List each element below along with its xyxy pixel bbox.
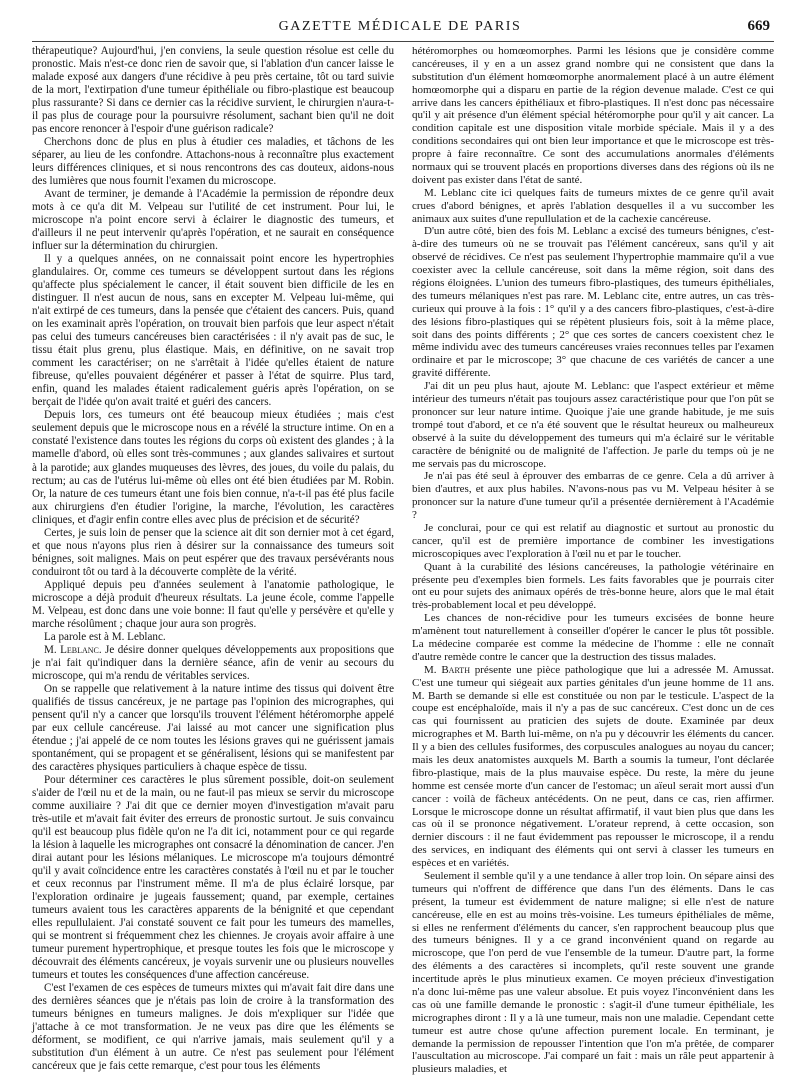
paragraph-text: Depuis lors, ces tumeurs ont été beaucoup mieux étudiées ; mais c'est seulement depuis que le microscope nous en a révélé la structure intime. On en a constaté l'existence dans toutes les régions du corps où existent des glandes ; à la mamelle d'abord, où elles sont très-communes ; aux glandes salivaires et surtout à la parotide; aux glandes muqueuses des lèvres, des joues, du voile du palais, du rectum; au cas de l'utérus lui-même où elles ont été bien étudiées par M. Robin. Or, la nature de ces tumeurs étant une fois bien connue, n'a-t-il pas été plus facile aux chirurgiens d'en étudier l'origine, la marche, l'évolution, les caractères cliniques, et d'agir enfin contre elles avec plus de précision et de sécurité? <box>32 409 394 526</box>
paragraph <box>412 45 774 187</box>
paragraph <box>32 774 394 982</box>
paragraph <box>32 409 394 526</box>
paragraph <box>32 188 394 253</box>
paragraph-text: M. Leblanc cite ici quelques faits de tumeurs mixtes de ce genre qu'il avait crues d'abord bénignes, et après l'ablation desquelles il a vu succomber les animaux aux suites d'une repullulation et de la cachexie cancéreuse. <box>412 186 774 225</box>
paragraph <box>32 136 394 188</box>
paragraph <box>32 579 394 631</box>
paragraph-text: Certes, je suis loin de penser que la science ait dit son dernier mot à cet égard, et que nous n'ayons plus rien à désirer sur la connaissance des tumeurs soit bénignes, soit malignes. Mais on peut espérer que des travaux persévérants nous conduiront tôt ou tard à la découverte complète de la vérité. <box>32 526 394 578</box>
speaker-name: M. Leblanc. <box>44 643 102 656</box>
paragraph <box>32 631 394 644</box>
paragraph-text: Appliqué depuis peu d'années seulement à l'anatomie pathologique, le microscope a déjà produit d'heureux résultats. La jeune école, comme l'appelle M. Velpeau, est donc dans une voie bonne: Il faut qu'elle y persévère et qu'elle y marche résolûment ; chaque jour aura son progrès. <box>32 578 394 630</box>
paragraph <box>412 225 774 380</box>
paragraph-text: Les chances de non-récidive pour les tumeurs excisées de bonne heure m'amènent tout naturellement à conseiller d'opérer le cancer le plus tôt possible. La médecine comparée est comme la médecine de l'homme : elle ne connaît d'autre remède contre le cancer que la destruction des tissus malades. <box>412 612 774 663</box>
paragraph-text: On se rappelle que relativement à la nature intime des tissus qui doivent être qualifiés de tissus cancéreux, je ne partage pas l'opinion des micrographes, qui pensent qu'il n'y a cancer que lorsqu'ils trouvent l'élément hétéromorphe appelé par eux cellule cancéreuse. J'ai laissé au mot cancer une signification plus étendue ; j'ai appelé de ce nom toutes les lésions graves qui ne guérissent jamais spontanément, qui se propagent et se généralisent, lésions qui se manifestent par des caractères physiques particuliers à chaque espèce de tissu. <box>32 682 394 773</box>
paragraph-text: La parole est à M. Leblanc. <box>44 630 166 643</box>
left-column <box>32 45 394 1073</box>
right-column <box>412 45 774 1076</box>
paragraph-text: Je n'ai pas été seul à éprouver des embarras de ce genre. Cela a dû arriver à bien d'autres, et aux plus habiles. N'avons-nous pas vu M. Velpeau hésiter à se prononcer sur la nature d'une tumeur qu'il a présentée dernièrement à l'Académie ? <box>412 470 774 522</box>
paragraph-text: hétéromorphes ou homœomorphes. Parmi les lésions que je considère comme cancéreuses, il y en a un assez grand nombre qui ne consistent que dans la substitution d'un élément homœomorphe anormalement placé à un autre élément homœomorphe qui a disparu en partie de la région devenue malade. C'est ce qui arrive dans les cancers épithéliaux et fibro-plastiques. Il n'est donc pas nécessaire qu'il y ait présence d'un élément spécial hétéromorphe pour qu'il y ait cancer. La condition capitale est une disposition vitale morbide spéciale. Mais il y a des conditions secondaires qui ont bien leur importance et que le microscope est très-propre à faire reconnaître. Ce sont des accumulations anormales d'éléments normaux qui se trouvent placés en proportions diverses dans des régions où ils ne doivent pas exister dans l'état de santé. <box>412 45 774 186</box>
paragraph <box>412 664 774 870</box>
header-rule <box>32 41 774 42</box>
paragraph-text: thérapeutique? Aujourd'hui, j'en conviens, la seule question résolue est celle du pronostic. Mais n'est-ce donc rien de savoir que, si l'ablation d'un cancer laisse le malade exposé aux dangers d'une récidive à peu près certaine, tôt ou tard suivie de la mort, l'extirpation d'une tumeur épithéliale ou fibro-plastique est beaucoup plus rassurante? Si dans ce dernier cas la récidive survient, le chirurgien n'aura-t-il pas plus de courage pour la poursuivre résolument, sachant bien qu'il ne doit pas encore renoncer à l'espoir d'une guérison radicale? <box>32 45 394 136</box>
paragraph-text: Seulement il semble qu'il y a une tendance à aller trop loin. On sépare ainsi des tumeurs qui n'offrent de différence que dans l'un des éléments. Dans le cas présent, la tumeur est évidemment de nature maligne; si elle n'est de nature cancéreuse, elle en est au moins très-voisine. Les tumeurs épithéliales de même, si elles ne renferment d'éléments du cancer, s'en rapprochent beaucoup plus que des tumeurs bénignes. Il y a ce grand inconvénient quand on regarde au microscope, que l'on perd de vue l'ensemble de la tumeur. D'autre part, la forme des éléments a des caractères si incomplets, qu'il reste souvent une grande incertitude après le plus minutieux examen. Ce moyen précieux d'investigation n'a donc lui-même pas une valeur absolue. Et puis voyez l'inconvénient dans les cas où une famille demande le pronostic : s'agit-il d'une tumeur épithéliale, les micrographes diront : Il y a là une tumeur, mais non une maladie. Cependant cette tumeur est autre chose qu'une affection purement locale. En terminant, je demande la permission de repousser l'intention que l'on m'a prêtée, de comparer l'auscultation au microscope. J'ai comparé un fait : mais un râle peut appartenir à plusieurs maladies, et <box>412 870 774 1076</box>
paragraph <box>412 470 774 522</box>
paragraph <box>32 644 394 683</box>
paragraph-text: C'est l'examen de ces espèces de tumeurs mixtes qui m'avait fait dire dans une des dernières séances que je n'étais pas loin de croire à la transformation des tumeurs bénignes en tumeurs malignes. Je dois m'expliquer sur l'idée que j'attache à ce mot transformation. Je ne veux pas dire que les éléments se déforment, se modifient, ce qui n'arrive jamais, mais seulement qu'il y a substitution d'un élément à un autre. Ce n'est pas seulement pour l'élément cancéreux que je fais cette remarque, c'est pour tous les éléments <box>32 982 394 1073</box>
journal-title: GAZETTE MÉDICALE DE PARIS <box>278 19 522 34</box>
paragraph <box>412 380 774 470</box>
paragraph-text: présente une pièce pathologique que lui a adressée M. Amussat. C'est une tumeur qui siégeait aux parties génitales d'un jeune homme de 11 ans. M. Barth se demande si elle est constituée ou non par le testicule. L'aspect de la coupe est encéphaloïde, mais il n'y a pas de suc cancéreux. C'est donc un de ces cas qui fournissent au praticien des sujets de doute. Examinée par deux micrographes et M. Barth lui-même, on n'a pu y découvrir les éléments du cancer. Il y a bien des cellules fusiformes, des corpuscules analogues au noyau du cancer; mais les deux anatomistes auxquels M. Barth a soumis la tumeur, l'ont déclarée fibro-plastique, mais de la plus mauvaise espèce. Du reste, la mère du jeune homme est censée morte d'un cancer de l'estomac; un aïeul serait mort aussi d'un cancer : voilà de fâcheux antécédents. On ne peut, dans ce cas, rien affirmer. Lorsque le microscope donne un résultat affirmatif, il vaut bien plus que dans les cas où il se prononce négativement. L'orateur reprend, à cette occasion, son dernier discours : il ne faut évidemment pas repousser le microscope, il a rendu des services, en indiquant des éléments qui ont servi à classer les tumeurs en espèces et en variétés. <box>412 663 774 870</box>
page-number: 669 <box>747 18 770 34</box>
paragraph <box>412 561 774 613</box>
paragraph <box>32 683 394 774</box>
paragraph-text: Avant de terminer, je demande à l'Académie la permission de répondre deux mots à ce qu'a dit M. Velpeau sur l'utilité de cet instrument. Pour lui, le microscope n'a point encore servi à éclairer le diagnostic des tumeurs, et d'ailleurs il ne peut intervenir qu'après l'opération, et ne saurait en conséquence influer sur la détermination du chirurgien. <box>32 188 394 253</box>
paragraph <box>32 982 394 1073</box>
paragraph-text: Je désire donner quelques développements aux propositions que je n'ai fait qu'indiquer dans la dernière séance, afin de venir au secours du microscope, qui m'a rendu de véritables services. <box>32 643 394 682</box>
running-header <box>0 15 800 37</box>
paragraph-text: J'ai dit un peu plus haut, ajoute M. Leblanc: que l'aspect extérieur et même intérieur des tumeurs n'était pas toujours assez caractéristique pour que l'on pût se prononcer sur leur nature intime. Quoique j'aie une grande habitude, je me suis trompé tout d'abord, et ce n'a été souvent que le résultat heureux ou malheureux observé à la suite du développement des tumeurs qui m'a éclairé sur le véritable caractère de bénignité ou de malignité de l'affection. Je parle du temps où je ne me servais pas du microscope. <box>412 380 774 470</box>
paragraph <box>412 870 774 1076</box>
paragraph-text: D'un autre côté, bien des fois M. Leblanc a excisé des tumeurs bénignes, c'est-à-dire des tumeurs où ne se trouvait pas l'élément cancéreux, sans qu'il y ait observé de récidives. Ce n'est pas seulement l'hypertrophie mammaire qu'il a vue coexister avec la cellule cancéreuse, soit dans la même région, soit dans des régions éloignées. L'union des tumeurs fibro-plastiques, des tumeurs épithéliales, des tumeurs mélaniques n'est pas rare. M. Leblanc cite, entre autres, un cas très-curieux qui prouve à la fois : 1° qu'il y a des cancers fibro-plastiques, c'est-à-dire des lésions fibro-plastiques qui se répètent plusieurs fois, soit à la même place, soit dans des points différents ; 2° que ces sortes de cancers coexistent chez le même individu avec des tumeurs cancéreuses vraies reconnues telles par l'examen ordinaire et par le microscope; 3° que chacune de ces variétés de cancer a une gravité différente. <box>412 225 774 380</box>
paragraph-text: Je conclurai, pour ce qui est relatif au diagnostic et surtout au pronostic du cancer, qu'il est de première importance de combiner les investigations microscopiques avec l'exploration à l'œil nu et par le toucher. <box>412 521 774 560</box>
paragraph <box>412 187 774 226</box>
paragraph <box>412 522 774 561</box>
paragraph <box>32 527 394 579</box>
paragraph <box>412 612 774 664</box>
paragraph-text: Pour déterminer ces caractères le plus sûrement possible, doit-on seulement s'aider de l'œil nu et de la main, ou ne faut-il pas mieux se servir du microscope comme auxiliaire ? J'ai dit que ce dernier moyen d'investigation m'avait paru très-utile et m'avait fait éviter des erreurs de pronostic surtout. Je suis convaincu qu'il est beaucoup plus fidèle qu'on ne l'a dit ici, notamment pour ce qui regarde la lésion à laquelle les micrographes ont consacré la dénomination de cancer. J'en dirai autant pour les lésions mélaniques. Le microscope m'a toujours démontré qu'il y avait coïncidence entre les caractères constatés à l'œil nu et par le toucher et ceux reconnus par l'instrument même. Il m'a de plus éclairé lorsque, par l'exploration ordinaire je jugeais faussement; quand, par exemple, certaines tumeurs avaient tous les caractères apparents de la bénignité et que cependant elles repullulaient. J'ai constaté souvent ce fait pour les tumeurs des mamelles, qui se montrent si fréquemment chez les chiennes. Je croyais avoir affaire à une tumeur purement hypertrophique, et presque toutes les fois que le microscope y découvrait des éléments cancéreux, je voyais survenir une ou plusieurs nouvelles tumeurs et toutes les conséquences d'une affection cancéreuse. <box>32 773 394 982</box>
paragraph-text: Il y a quelques années, on ne connaissait point encore les hypertrophies glandulaires. Or, comme ces tumeurs se développent surtout dans les régions qu'affecte plus spécialement le cancer, il était souvent bien difficile de les en distinguer. Il n'est aucun de nous, sans en excepter M. Velpeau lui-même, qui n'ait extirpé de ces tumeurs, dans la pensée que c'étaient des cancers. Puis, quand on les examinait après l'opération, on trouvait bien parfois que leur aspect n'était pas celui des tumeurs cancéreuses bien caractérisées : il n'y avait pas de suc, le tissu était plus grenu, plus élastique. Mais, en définitive, on ne savait trop comment les caractériser; on ne s'arrêtait à l'idée qu'elles étaient de nature fibreuse, qu'elles pouvaient dégénérer et passer à l'état de squirre. Plus tard, enfin, quand les malades étaient radicalement guéris après l'opération, on se berçait de l'idée qu'on avait traité et guéri des cancers. <box>32 253 394 409</box>
paragraph <box>32 253 394 409</box>
speaker-name: M. Barth <box>424 663 470 676</box>
paragraph-text: Cherchons donc de plus en plus à étudier ces maladies, et tâchons de les séparer, au lieu de les confondre. Attachons-nous à reconnaître plus exactement leurs différences cliniques, et si nous rencontrons des cas douteux, aidons-nous des lumières que nous fournit l'examen du microscope. <box>32 136 394 188</box>
paragraph <box>32 45 394 136</box>
paragraph-text: Quant à la curabilité des lésions cancéreuses, la pathologie vétérinaire en présente peu d'exemples bien formels. Les faits favorables que je pourrais citer ont eu pour sujets des animaux opérés de très-bonne heure, alors que le mal était très-probablement local et peu développé. <box>412 560 774 612</box>
